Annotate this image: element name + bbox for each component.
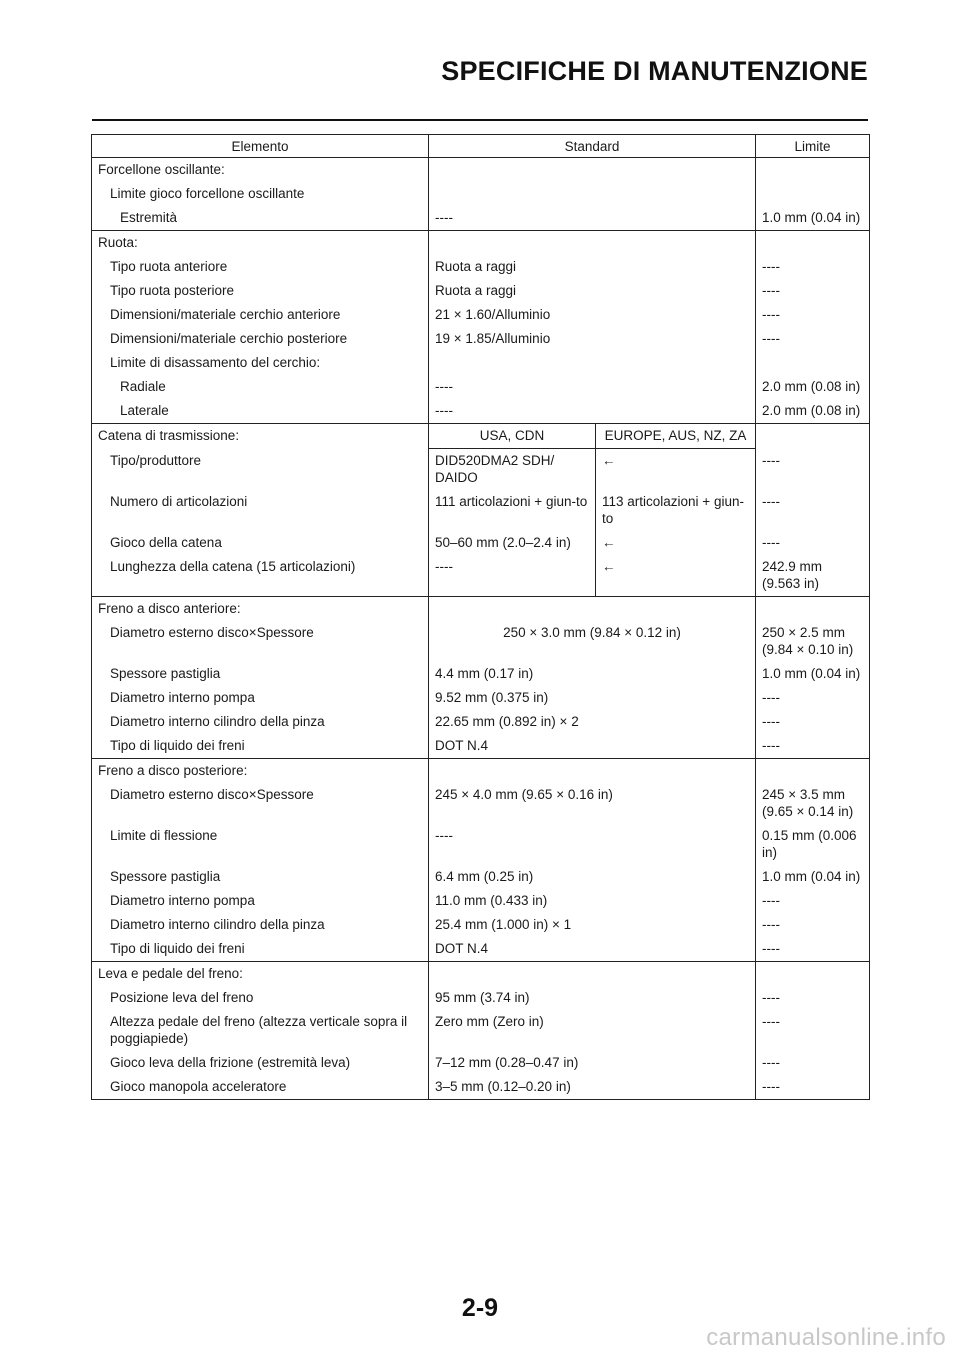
cell-element: Diametro interno pompa [92,889,429,913]
group-heading: Forcellone oscillante: [92,158,429,183]
cell-standard: 21 × 1.60/Alluminio [429,303,756,327]
cell-standard: 245 × 4.0 mm (9.65 × 0.16 in) [429,783,756,824]
cell-standard: 9.52 mm (0.375 in) [429,686,756,710]
cell-limit: 250 × 2.5 mm (9.84 × 0.10 in) [756,621,870,662]
cell-standard: Zero mm (Zero in) [429,1010,756,1051]
table-row [92,255,870,279]
cell-element: Spessore pastiglia [92,865,429,889]
table-row [92,555,870,597]
table-row [92,351,870,375]
cell-limit: ---- [756,279,870,303]
table-row [92,206,870,231]
cell-limit: 1.0 mm (0.04 in) [756,206,870,231]
cell-standard: ---- [429,375,756,399]
cell-element: Diametro interno cilindro della pinza [92,710,429,734]
table-row [92,1075,870,1100]
cell-element: Posizione leva del freno [92,986,429,1010]
cell-standard: 7–12 mm (0.28–0.47 in) [429,1051,756,1075]
cell-standard: 22.65 mm (0.892 in) × 2 [429,710,756,734]
table-row [92,1051,870,1075]
cell-standard: 25.4 mm (1.000 in) × 1 [429,913,756,937]
cell-element: Spessore pastiglia [92,662,429,686]
cell-standard: DOT N.4 [429,937,756,962]
cell-limit: 1.0 mm (0.04 in) [756,865,870,889]
table-row [92,986,870,1010]
cell-standard: 19 × 1.85/Alluminio [429,327,756,351]
cell-limit: ---- [756,1075,870,1100]
cell-element: Limite di flessione [92,824,429,865]
cell-limit: ---- [756,449,870,491]
cell-limit: 0.15 mm (0.006 in) [756,824,870,865]
cell-limit: ---- [756,913,870,937]
maintenance-spec-table [91,134,870,1100]
cell-standard: Ruota a raggi [429,279,756,303]
cell-standard-europe: ← [596,555,756,597]
cell-limit: 1.0 mm (0.04 in) [756,662,870,686]
cell-element: Dimensioni/materiale cerchio posteriore [92,327,429,351]
cell-standard: ---- [429,206,756,231]
cell-element: Altezza pedale del freno (altezza verticale sopra il poggiapiede) [92,1010,429,1051]
cell-element: Tipo/produttore [92,449,429,491]
watermark: carmanualsonline.info [706,1324,946,1351]
cell-standard-europe: 113 articolazioni + giun-to [596,490,756,531]
group-heading-row [92,424,870,449]
cell-element: Diametro interno pompa [92,686,429,710]
table-row [92,303,870,327]
title-rule [92,119,868,121]
group-heading-row [92,231,870,256]
table-row [92,531,870,555]
cell-standard-europe: ← [596,531,756,555]
cell-standard-usa: DID520DMA2 SDH/ DAIDO [429,449,596,491]
cell-element: Tipo di liquido dei freni [92,734,429,759]
region-header-usa-cdn: USA, CDN [429,424,596,449]
region-header-europe: EUROPE, AUS, NZ, ZA [596,424,756,449]
group-heading: Freno a disco anteriore: [92,597,429,622]
cell-standard-usa: ---- [429,555,596,597]
table-row [92,662,870,686]
cell-standard: DOT N.4 [429,734,756,759]
cell-element: Lunghezza della catena (15 articolazioni) [92,555,429,597]
cell-element: Gioco della catena [92,531,429,555]
cell-element: Gioco leva della frizione (estremità leva) [92,1051,429,1075]
sub-heading: Limite di disassamento del cerchio: [92,351,429,375]
page-number: 2-9 [461,1294,499,1322]
table-row [92,937,870,962]
sub-heading: Limite gioco forcellone oscillante [92,182,429,206]
cell-limit: ---- [756,889,870,913]
cell-element: Laterale [92,399,429,424]
cell-element: Dimensioni/materiale cerchio anteriore [92,303,429,327]
cell-element: Radiale [92,375,429,399]
cell-element: Tipo ruota posteriore [92,279,429,303]
cell-limit: ---- [756,734,870,759]
table-row [92,490,870,531]
cell-element: Diametro esterno disco×Spessore [92,621,429,662]
table-row [92,686,870,710]
table-row [92,1010,870,1051]
cell-limit: ---- [756,1010,870,1051]
column-header-limit: Limite [756,135,870,158]
cell-limit: 2.0 mm (0.08 in) [756,375,870,399]
table-row [92,399,870,424]
cell-standard: 11.0 mm (0.433 in) [429,889,756,913]
cell-element: Estremità [92,206,429,231]
cell-standard: 6.4 mm (0.25 in) [429,865,756,889]
group-heading: Catena di trasmissione: [92,424,429,449]
cell-limit: 2.0 mm (0.08 in) [756,399,870,424]
column-header-standard: Standard [429,135,756,158]
cell-limit: ---- [756,986,870,1010]
cell-limit: ---- [756,686,870,710]
cell-standard-usa: 111 articolazioni + giun-to [429,490,596,531]
table-row [92,375,870,399]
table-header-row [92,135,870,158]
cell-limit: 242.9 mm (9.563 in) [756,555,870,597]
table-row [92,889,870,913]
table-row [92,327,870,351]
cell-limit: ---- [756,490,870,531]
column-header-element: Elemento [92,135,429,158]
table-row [92,783,870,824]
cell-standard: Ruota a raggi [429,255,756,279]
table-row [92,913,870,937]
cell-standard: 250 × 3.0 mm (9.84 × 0.12 in) [429,621,756,662]
cell-limit: 245 × 3.5 mm (9.65 × 0.14 in) [756,783,870,824]
cell-element: Numero di articolazioni [92,490,429,531]
cell-standard-usa: 50–60 mm (2.0–2.4 in) [429,531,596,555]
cell-limit: ---- [756,1051,870,1075]
cell-limit: ---- [756,531,870,555]
group-heading-row [92,759,870,784]
table-row [92,710,870,734]
cell-element: Diametro interno cilindro della pinza [92,913,429,937]
table-row [92,734,870,759]
table-row [92,182,870,206]
table-row [92,824,870,865]
group-heading: Ruota: [92,231,429,256]
cell-limit: ---- [756,937,870,962]
cell-standard-europe: ← [596,449,756,491]
table-row [92,449,870,491]
cell-element: Tipo di liquido dei freni [92,937,429,962]
cell-element: Gioco manopola acceleratore [92,1075,429,1100]
group-heading: Leva e pedale del freno: [92,962,429,987]
group-heading-row [92,158,870,183]
cell-standard: ---- [429,399,756,424]
table-row [92,279,870,303]
cell-standard: 3–5 mm (0.12–0.20 in) [429,1075,756,1100]
page-title: SPECIFICHE DI MANUTENZIONE [441,56,868,86]
cell-limit: ---- [756,327,870,351]
cell-standard: 95 mm (3.74 in) [429,986,756,1010]
cell-limit: ---- [756,710,870,734]
cell-limit: ---- [756,303,870,327]
table-row [92,621,870,662]
group-heading-row [92,597,870,622]
group-heading: Freno a disco posteriore: [92,759,429,784]
table-row [92,865,870,889]
cell-standard: ---- [429,824,756,865]
group-heading-row [92,962,870,987]
cell-limit: ---- [756,255,870,279]
cell-element: Tipo ruota anteriore [92,255,429,279]
cell-element: Diametro esterno disco×Spessore [92,783,429,824]
cell-standard: 4.4 mm (0.17 in) [429,662,756,686]
